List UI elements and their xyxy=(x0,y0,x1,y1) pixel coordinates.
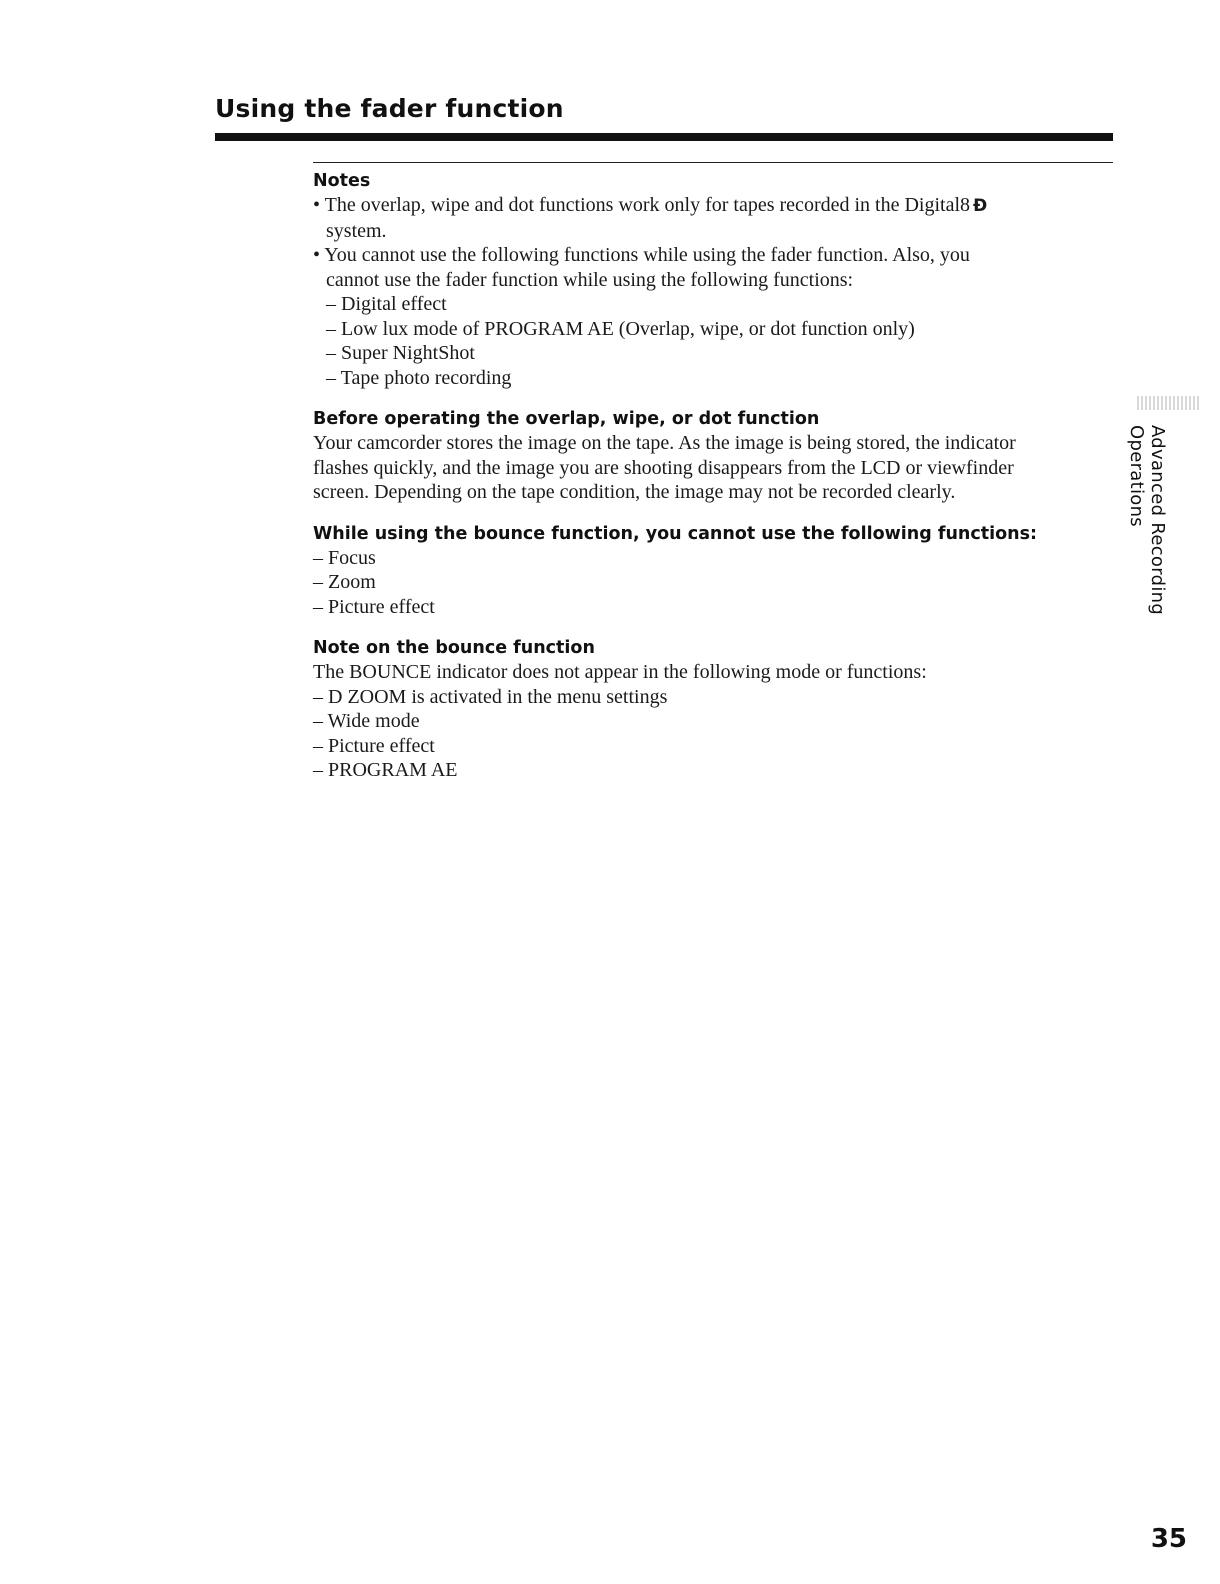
list-item: – Zoom xyxy=(313,571,376,593)
bullet-1-line-1 xyxy=(313,193,1113,219)
before-operating-paragraph xyxy=(313,431,1113,505)
bullet-2-line-1: • You cannot use the following functions while using the fader function. Also, you xyxy=(313,244,970,266)
bounce-note-list xyxy=(313,685,1113,783)
paragraph-line: flashes quickly, and the image you are shooting disappears from the LCD or viewfinder xyxy=(313,456,1014,479)
bounce-note-section xyxy=(313,636,1113,783)
title-rule xyxy=(215,133,1113,141)
page-title: Using the fader function xyxy=(215,94,564,123)
bounce-usage-heading: While using the bounce function, you cannot use the following functions: xyxy=(313,523,1037,544)
digital8-logo-icon: Ð xyxy=(973,196,988,216)
bullet-2-line-2: cannot use the fader function while using the following functions: xyxy=(326,268,854,291)
side-tab xyxy=(1126,425,1168,705)
notes-section xyxy=(313,169,1113,390)
side-tab-label: Advanced Recording Operations xyxy=(1126,425,1168,616)
content-column xyxy=(313,162,1113,783)
list-item: – Super NightShot xyxy=(326,342,475,364)
list-item: – Low lux mode of PROGRAM AE (Overlap, wipe, or dot function only) xyxy=(326,317,915,340)
section-tab-marker xyxy=(1137,396,1199,410)
bullet-1-text: • The overlap, wipe and dot functions work only for tapes recorded in the Digital8 xyxy=(313,194,971,216)
bounce-usage-section xyxy=(313,522,1113,620)
bounce-note-heading: Note on the bounce function xyxy=(313,638,595,658)
paragraph-line: screen. Depending on the tape condition, the image may not be recorded clearly. xyxy=(313,481,956,503)
notes-heading: Notes xyxy=(313,171,371,191)
notes-bullet-2 xyxy=(313,243,1113,390)
bullet-1-line-2: system. xyxy=(326,219,387,242)
paragraph-line: Your camcorder stores the image on the tape. As the image is being stored, the indicator xyxy=(313,432,1016,454)
bullet-2-sub-list xyxy=(313,292,1113,390)
before-operating-section xyxy=(313,407,1113,505)
notes-bullet-1 xyxy=(313,193,1113,243)
bounce-usage-list xyxy=(313,546,1113,620)
list-item: – Focus xyxy=(313,546,376,569)
before-operating-heading: Before operating the overlap, wipe, or dot function xyxy=(313,409,820,429)
list-item: – Tape photo recording xyxy=(326,366,512,389)
list-item: – Picture effect xyxy=(313,734,435,757)
list-item: – Wide mode xyxy=(313,710,420,732)
list-item: – PROGRAM AE xyxy=(313,759,458,781)
bounce-note-intro: The BOUNCE indicator does not appear in the following mode or functions: xyxy=(313,661,927,683)
list-item: – Digital effect xyxy=(326,293,447,315)
list-item: – Picture effect xyxy=(313,595,435,618)
list-item: – D ZOOM is activated in the menu settings xyxy=(313,685,668,708)
page-number: 35 xyxy=(1150,1524,1187,1554)
